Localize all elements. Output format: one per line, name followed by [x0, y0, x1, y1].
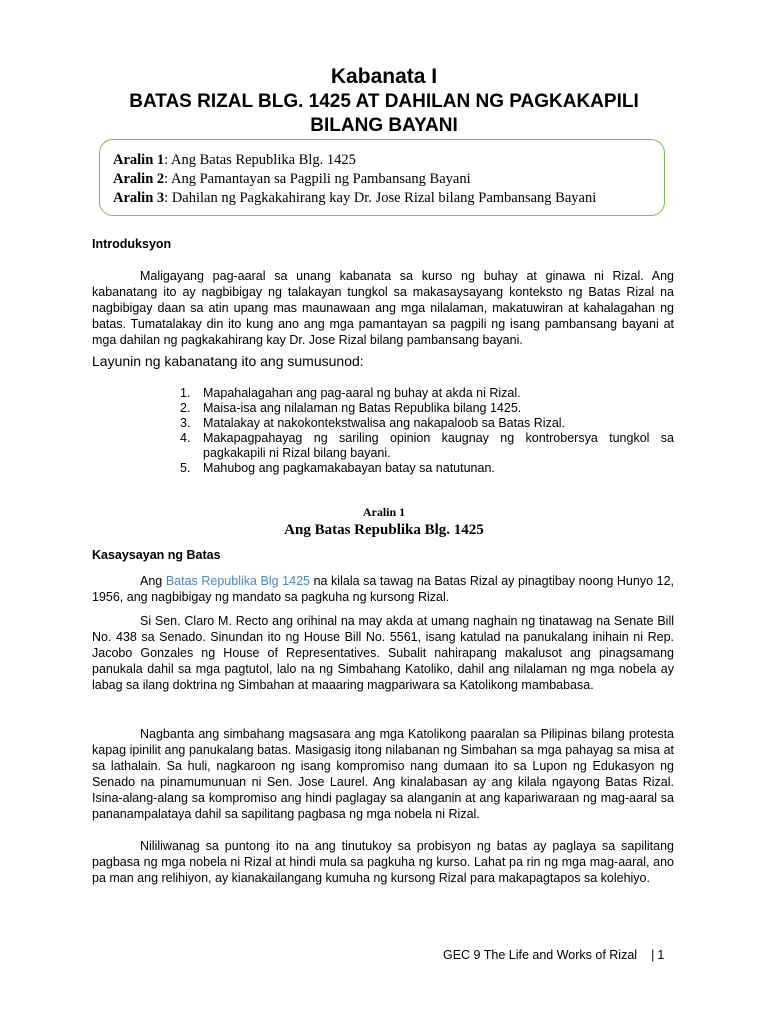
objective-text: Maisa-isa ang nilalaman ng Batas Republika bilang 1425.	[203, 401, 522, 415]
lesson-text: Ang Pamantayan sa Pagpili ng Pambansang Bayani	[171, 171, 471, 187]
page-footer	[443, 948, 664, 962]
lessons-box	[99, 139, 665, 216]
lesson-item	[113, 170, 664, 189]
lesson-text: Ang Batas Republika Blg. 1425	[171, 152, 356, 168]
law-paragraph-3: Nagbanta ang simbahang magsasara ang mga Katolikong paaralan sa Pilipinas bilang protesta kapag ipinilit ang panukalang batas. Masigasig itong nilabanan ng Simbahan sa mga pahayag sa misa at sa lathalain. Sa huli, nagkaroon ng isang kompromiso nang dumaan ito sa Lupon ng Edukasyon ng Senado na pinamumunuan ni Sen. Jose Laurel. Ang kinalabasan ay ang kilala ngayong Batas Rizal. Isina-alang-alang sa kompromiso ang hindi paglagay sa alanganin at ang kapariwaraan ng mag-aaral sa pananampalataya dahil sa sapilitang pagbasa ng mga nobela ni Rizal.	[92, 727, 674, 821]
objective-item: 1. Mapahalagahan ang pag-aaral ng buhay at akda ni Rizal.	[180, 386, 521, 400]
intro-heading: Introduksyon	[92, 237, 172, 251]
lesson-label: Aralin 1	[113, 152, 165, 168]
objective-text: Mapahalagahan ang pag-aaral ng buhay at akda ni Rizal.	[203, 386, 521, 400]
objective-item: 5. Mahubog ang pagkamakabayan batay sa natutunan.	[180, 461, 495, 475]
lesson-label: Aralin 3	[113, 190, 165, 206]
law-paragraph-2: Si Sen. Claro M. Recto ang orihinal na may akda at umang naghain ng tinatawag na Senate Bill No. 438 sa Senado. Sinundan ito ng House Bill No. 5561, isang katulad na panukalang inihain ni Rep. Jacobo Gonzales ng House of Representatives. Subalit nahirapang makalusot ang pinagsamang panukala dahil sa mga pagtutol, lalo na ng Simbahang Katoliko, dahil ang nilalaman ng mga nobela ay labag sa ilang doktrina ng Simbahan at maaaring magpariwara sa Katolikong mambabasa.	[92, 614, 674, 692]
objective-item: 4. Makapagpahayag ng sariling opinion kaugnay ng kontrobersya tungkol sa pagkakapili ni Rizal bilang bayani.	[180, 431, 674, 460]
lesson-item	[113, 189, 664, 208]
title-block	[0, 64, 768, 138]
chapter-label: Kabanata I	[330, 65, 438, 88]
page-title-line-1: BATAS RIZAL BLG. 1425 AT DAHILAN NG PAGKAKAPILI	[129, 91, 639, 112]
objective-text: Mahubog ang pagkamakabayan batay sa natutunan.	[203, 461, 495, 475]
lesson-separator: :	[164, 171, 172, 187]
law-link[interactable]: Batas Republika Blg 1425	[165, 574, 310, 588]
objectives-list	[180, 386, 674, 476]
paragraph-text: na kilala sa tawag na Batas Rizal ay pinagtibay noong Hunyo 12, 1956, ang nagbibigay ng mandato sa pagkuha ng kursong Rizal.	[92, 574, 674, 604]
paragraph-text: Ang	[140, 574, 166, 588]
objectives-lead: Layunin ng kabanatang ito ang sumusunod:	[92, 353, 364, 369]
lesson1-title: Ang Batas Republika Blg. 1425	[284, 522, 484, 538]
lesson1-label: Aralin 1	[362, 505, 406, 519]
objective-text: Matalakay at nakokontekstwalisa ang nakapaloob sa Batas Rizal.	[203, 416, 566, 430]
lesson-separator: :	[164, 190, 172, 206]
footer-separator: |	[651, 948, 655, 962]
intro-paragraph: Maligayang pag-aaral sa unang kabanata sa kurso ng buhay at ginawa ni Rizal. Ang kabanatang ito ay nagbibigay ng talakayan tungkol sa makasaysayang konteksto ng Batas Rizal na nagbibigay daan sa atin upang mas maunawaan ang mga nilalaman, makatuwiran at kahalagahan ng batas. Tumatalakay din ito kung ano ang mga pamantayan sa pagpili ng isang pambansang bayani at mga dahilan ng pagkakahirang kay Dr. Jose Rizal bilang pambansang bayani.	[92, 269, 674, 347]
page-number: 1	[657, 948, 665, 962]
lesson-label: Aralin 2	[113, 171, 165, 187]
history-heading: Kasaysayan ng Batas	[92, 548, 221, 562]
footer-course: GEC 9 The Life and Works of Rizal	[443, 948, 638, 962]
law-paragraph-4: Nililiwanag sa puntong ito na ang tinutukoy sa probisyon ng batas ay paglaya sa sapilitang pagbasa ng mga nobela ni Rizal at hindi mula sa pagkuha ng kurso. Lahat pa rin ng mga mag-aaral, ano pa man ang relihiyon, ay kianakailangang kumuha ng kursong Rizal para makapagtapos sa kolehiyo.	[92, 839, 674, 885]
law-paragraph-1	[92, 573, 674, 605]
page-title-line-2: BILANG BAYANI	[310, 115, 458, 136]
objective-item: 3. Matalakay at nakokontekstwalisa ang nakapaloob sa Batas Rizal.	[180, 416, 566, 430]
lesson-text: Dahilan ng Pagkakahirang kay Dr. Jose Rizal bilang Pambansang Bayani	[171, 190, 597, 206]
objective-item: 2. Maisa-isa ang nilalaman ng Batas Republika bilang 1425.	[180, 401, 522, 415]
lesson-separator: :	[164, 152, 172, 168]
lesson-item	[113, 151, 664, 170]
objective-text: Makapagpahayag ng sariling opinion kaugnay ng kontrobersya tungkol sa pagkakapili ni Rizal bilang bayani.	[203, 431, 674, 460]
